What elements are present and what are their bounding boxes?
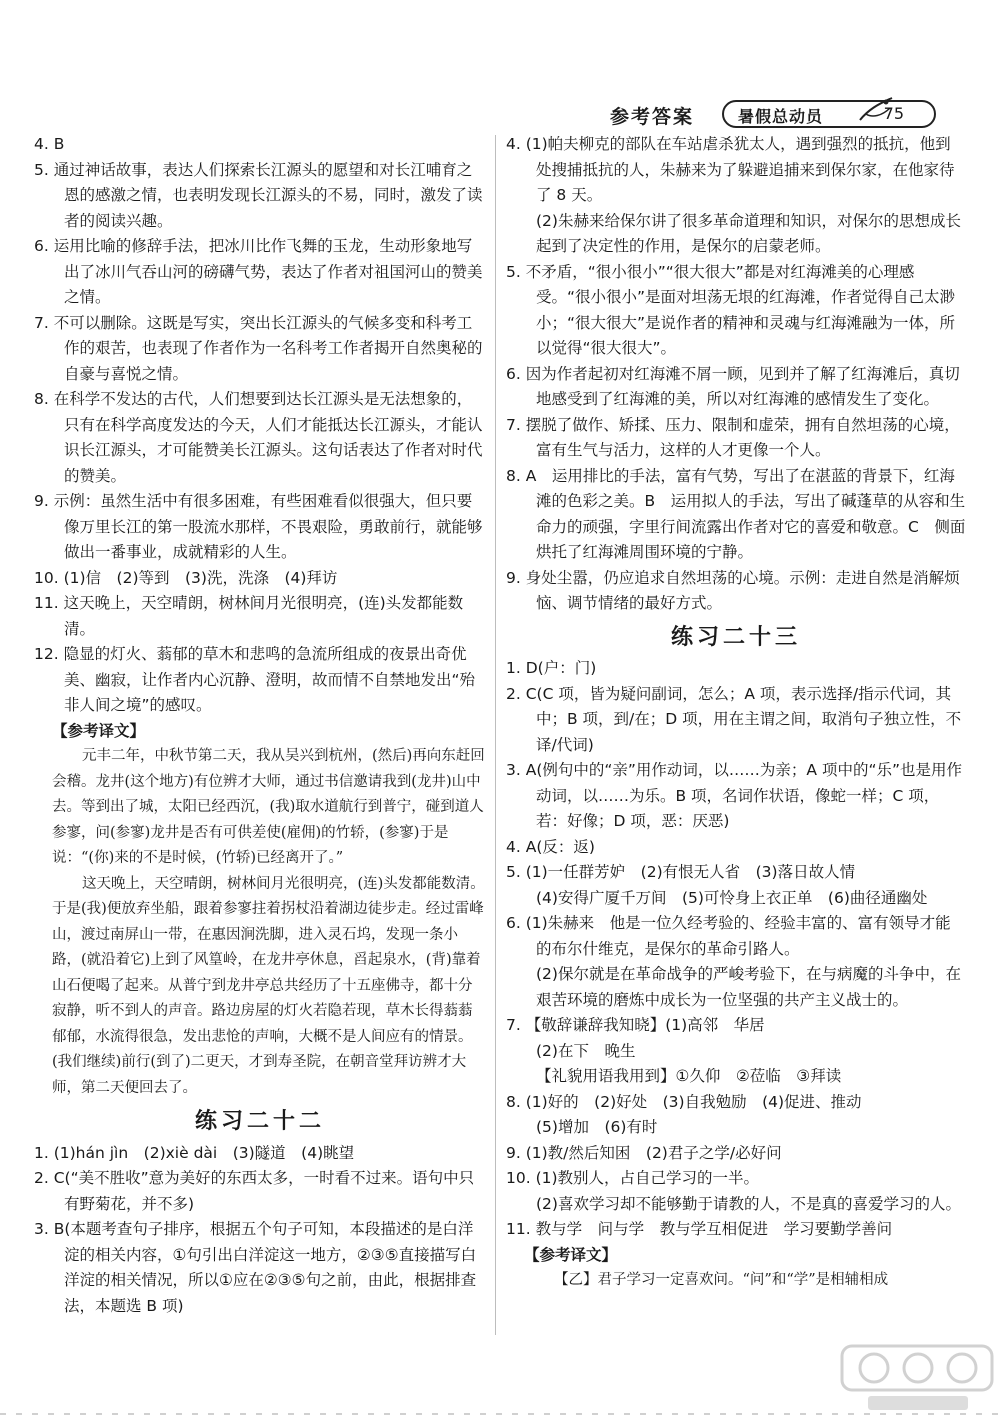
translation-label: 【参考译文】 — [52, 721, 146, 740]
answer-item: 4. B — [34, 135, 65, 153]
page-number: 75 — [883, 104, 904, 123]
answer-subitem: (2)保尔就是在革命战争的严峻考验下，在与病魔的斗争中，在艰苦环境的磨炼中成长为一位坚强的共产主义战士的。 — [536, 965, 961, 1009]
answer-item: 2. C(“美不胜收”意为美好的东西太多，一时看不过来。语句中只有野菊花，并不多) — [34, 1169, 475, 1213]
answer-item: 8. 在科学不发达的古代，人们想要到达长江源头是无法想象的，只有在科学高度发达的今天，人们才能抵达长江源头，才能认识长江源头，才可能赞美长江源头。这句话表达了作者对时代的赞美。 — [34, 390, 483, 485]
translation-paragraph: 元丰二年，中秋节第二天，我从吴兴到杭州，(然后)再向东赶回会稽。龙井(这个地方)有位辨才大师，通过书信邀请我到(龙井)山中去。等到出了城，太阳已经西沉，(我)取水道航行到普宁，碰到道人参寥，问(参寥)龙井是否有可供差使(雇佣)的竹轿，(参寥)于是说：“(你)来的不是时候，(竹轿)已经离开了。” — [52, 748, 485, 866]
answer-item: 8. A 运用排比的手法，富有气势，写出了在湛蓝的背景下，红海滩的色彩之美。B 运用拟人的手法，写出了碱蓬草的从容和生命力的顽强，字里行间流露出作者对它的喜爱和敬意。C 侧面烘托了红海滩周围环境的宁静。 — [506, 466, 966, 561]
answer-subitem: (2)在下 晚生 — [536, 1041, 636, 1060]
answer-item: 1. (1)hán jìn (2)xiè dài (3)隧道 (4)眺望 — [34, 1143, 355, 1162]
answer-item: 12. 隐显的灯火、蓊郁的草木和悲鸣的急流所组成的夜景出奇优美、幽寂，让作者内心沉静、澄明，故而情不自禁地发出“殆非人间之境”的感叹。 — [34, 645, 476, 714]
answer-item: 10. (1)教别人，占自己学习的一半。 — [506, 1169, 760, 1187]
answer-item: 11. 这天晚上，天空晴朗，树林间月光很明亮，(连)头发都能数清。 — [34, 594, 464, 638]
answer-subitem: (2)朱赫来给保尔讲了很多革命道理和知识，对保尔的思想成长起到了决定性的作用，是保尔的启蒙老师。 — [536, 211, 961, 255]
answer-item: 5. 不矛盾，“很小很小”“很大很大”都是对红海滩美的心理感受。“很小很小”是面对坦荡无垠的红海滩，作者觉得自己太渺小；“很大很大”是说作者的精神和灵魂与红海滩融为一体，所以觉得“很大很大”。 — [506, 262, 956, 357]
section-heading: 练习二十二 — [194, 1109, 325, 1134]
column-divider — [495, 135, 496, 1335]
answer-item: 8. (1)好的 (2)好处 (3)自我勉励 (4)促进、推动 — [506, 1092, 862, 1111]
answer-item: 7. 【敬辞谦辞我知晓】(1)高邻 华居 — [506, 1016, 765, 1034]
answer-item: 4. (1)帕夫柳克的部队在车站虐杀犹太人，遇到强烈的抵抗，他到处搜捕抵抗的人，朱赫来为了躲避追捕来到保尔家，在他家待了 8 天。 — [506, 135, 955, 204]
answer-item: 5. 通过神话故事，表达人们探索长江源头的愿望和对长江哺育之恩的感激之情，也表明发现长江源头的不易，同时，激发了读者的阅读兴趣。 — [34, 160, 483, 230]
answer-item: 9. 示例：虽然生活中有很多困难，有些困难看似很强大，但只要像万里长江的第一股流水那样，不畏艰险，勇敢前行，就能够做出一番事业，成就精彩的人生。 — [34, 492, 483, 561]
section-heading: 练习二十三 — [670, 624, 801, 650]
answer-item: 7. 摆脱了做作、矫揉、压力、限制和虚荣，拥有自然坦荡的心境，富有生气与活力，这样的人才更像一个人。 — [506, 415, 960, 459]
answer-subitem: 【礼貌用语我用到】①久仰 ②莅临 ③拜读 — [536, 1067, 842, 1085]
answer-item: 6. 运用比喻的修辞手法，把冰川比作飞舞的玉龙，生动形象地写出了冰川气吞山河的磅礴气势，表达了作者对祖国河山的赞美之情。 — [34, 237, 483, 306]
answer-item: 6. 因为作者起初对红海滩不屑一顾，见到并了解了红海滩后，真切地感受到了红海滩的美，所以对红海滩的感情发生了变化。 — [506, 364, 960, 408]
translation-label: 【参考译文】 — [524, 1245, 618, 1264]
answer-item: 2. C(C 项，皆为疑问副词，怎么；A 项，表示选择/指示代词，其中；B 项，到/在；D 项，用在主谓之间，取消句子独立性，不译/代词) — [506, 684, 962, 754]
page-header — [0, 96, 1000, 136]
answer-item: 6. (1)朱赫来 他是一位久经考验的、经验丰富的、富有领导才能的布尔什维克，是保尔的革命引路人。 — [506, 914, 951, 958]
translation-paragraph: 【乙】君子学习一定喜欢问。“问”和“学”是相辅相成 — [554, 1272, 889, 1288]
answer-subitem: (4)安得广厦千万间 (5)可怜身上衣正单 (6)曲径通幽处 — [536, 888, 928, 907]
answer-item: 9. (1)教/然后知困 (2)君子之学/必好问 — [506, 1143, 782, 1162]
answer-item: 4. A(反：返) — [506, 837, 595, 856]
series-name: 暑假总动员 — [738, 107, 824, 126]
translation-paragraph: 这天晚上，天空晴朗，树林间月光很明亮，(连)头发都能数清。于是(我)便放弃坐船，跟着参寥拄着拐杖沿着湖边徒步走。经过雷峰山，渡过南屏山一带，在惠因涧洗脚，进入灵石坞，发现一条小路，(就沿着它)上到了风篁岭，在龙井亭休息，舀起泉水，(背)靠着山石便喝了起来。从普宁到龙井亭总共经历了十五座佛寺，都十分寂静，听不到人的声音。路边房屋的灯火若隐若现，草木长得蓊蓊郁郁，水流得很急，发出悲怆的声响，大概不是人间应有的情景。(我们继续)前行(到了)二更天，才到寿圣院，在朝音堂拜访辨才大师，第二天便回去了。 — [52, 875, 485, 1096]
left-column — [34, 132, 486, 1319]
answer-item: 3. B(本题考查句子排序，根据五个句子可知，本段描述的是白洋淀的相关内容，①句引出白洋淀这一地方，②③⑤直接描写白洋淀的相关情况，所以①应在②③⑤句之前，由此，根据排查法，本题选 B 项) — [34, 1220, 477, 1315]
answer-item: 5. (1)一任群芳妒 (2)有恨无人省 (3)落日故人情 — [506, 863, 856, 881]
answer-subitem: (5)增加 (6)有时 — [536, 1118, 658, 1136]
answer-item: 3. A(例句中的“亲”用作动词，以……为亲；A 项中的“乐”也是用作动词，以……为乐。B 项，名词作状语，像蛇一样；C 项，若：好像；D 项，恶：厌恶) — [506, 761, 963, 830]
answer-item: 9. 身处尘嚣，仍应追求自然坦荡的心境。示例：走进自然是消解烦恼、调节情绪的最好方式。 — [506, 568, 960, 612]
right-column — [506, 132, 966, 1294]
header-badge — [722, 100, 936, 128]
answer-item: 11. 教与学 问与学 教与学互相促进 学习要勤学善问 — [506, 1220, 893, 1238]
header-title: 参考答案 — [610, 106, 695, 128]
answer-subitem: (2)喜欢学习却不能够勤于请教的人，不是真的喜爱学习的人。 — [536, 1194, 961, 1213]
page-bottom-edge — [0, 1392, 1000, 1417]
answer-item: 10. (1)信 (2)等到 (3)洗，洗涤 (4)拜访 — [34, 568, 338, 587]
answer-item: 7. 不可以删除。这既是写实，突出长江源头的气候多变和科考工作的艰苦，也表现了作者作为一名科考工作者揭开自然奥秘的自豪与喜悦之情。 — [34, 313, 483, 383]
answer-item: 1. D(户：门) — [506, 659, 597, 677]
